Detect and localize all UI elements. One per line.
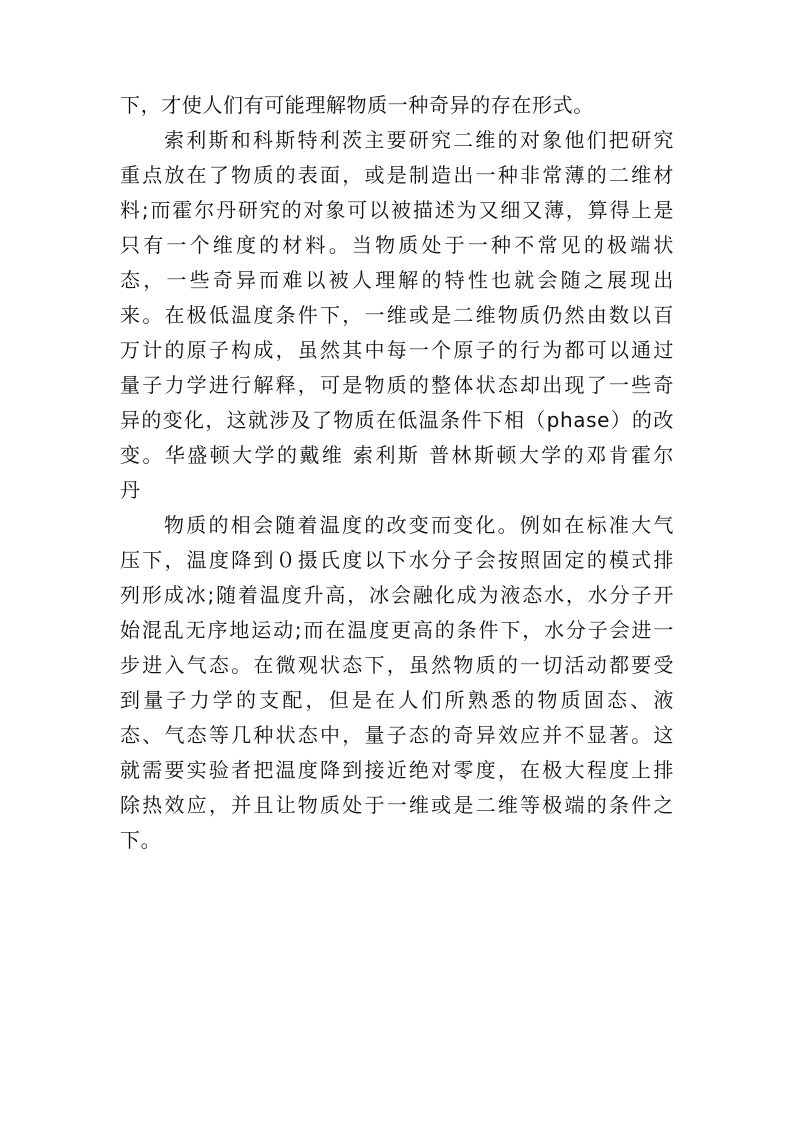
text-line: 变。华盛顿大学的戴维 索利斯 普林斯顿大学的邓肯霍尔 [120, 443, 674, 467]
text-line: 来。在极低温度条件下，一维或是二维物质仍然由数以百 [120, 303, 674, 327]
text-line: 物质的相会随着温度的改变而变化。例如在标准大气 [164, 513, 674, 537]
text-line: 料;而霍尔丹研究的对象可以被描述为又细又薄，算得上是 [120, 198, 674, 222]
text-line: 压下，温度降到０摄氏度以下水分子会按照固定的模式排 [120, 548, 674, 572]
text-line: 只有一个维度的材料。当物质处于一种不常见的极端状 [120, 233, 674, 257]
text-line: 下。 [120, 828, 162, 852]
text-line: 步进入气态。在微观状态下，虽然物质的一切活动都要受 [120, 653, 674, 677]
text-line: 到量子力学的支配，但是在人们所熟悉的物质固态、液 [120, 688, 674, 712]
text-line: 量子力学进行解释，可是物质的整体状态却出现了一些奇 [120, 373, 674, 397]
text-line: 列形成冰;随着温度升高，冰会融化成为液态水，水分子开 [120, 583, 674, 607]
text-line: 始混乱无序地运动;而在温度更高的条件下，水分子会进一 [120, 618, 674, 642]
text-line: 丹 [120, 478, 141, 502]
text-line: 下，才使人们有可能理解物质一种奇异的存在形式。 [120, 93, 594, 117]
body-text [120, 88, 674, 858]
text-line: 态、气态等几种状态中，量子态的奇异效应并不显著。这 [120, 723, 674, 747]
text-line: 重点放在了物质的表面，或是制造出一种非常薄的二维材 [120, 163, 674, 187]
text-line: 异的变化，这就涉及了物质在低温条件下相（phase）的改 [120, 408, 674, 432]
text-line: 态，一些奇异而难以被人理解的特性也就会随之展现出 [120, 268, 674, 292]
text-line: 万计的原子构成，虽然其中每一个原子的行为都可以通过 [120, 338, 674, 362]
text-line: 除热效应，并且让物质处于一维或是二维等极端的条件之 [120, 793, 674, 817]
text-line: 索利斯和科斯特利茨主要研究二维的对象他们把研究 [164, 128, 674, 152]
text-line: 就需要实验者把温度降到接近绝对零度，在极大程度上排 [120, 758, 674, 782]
